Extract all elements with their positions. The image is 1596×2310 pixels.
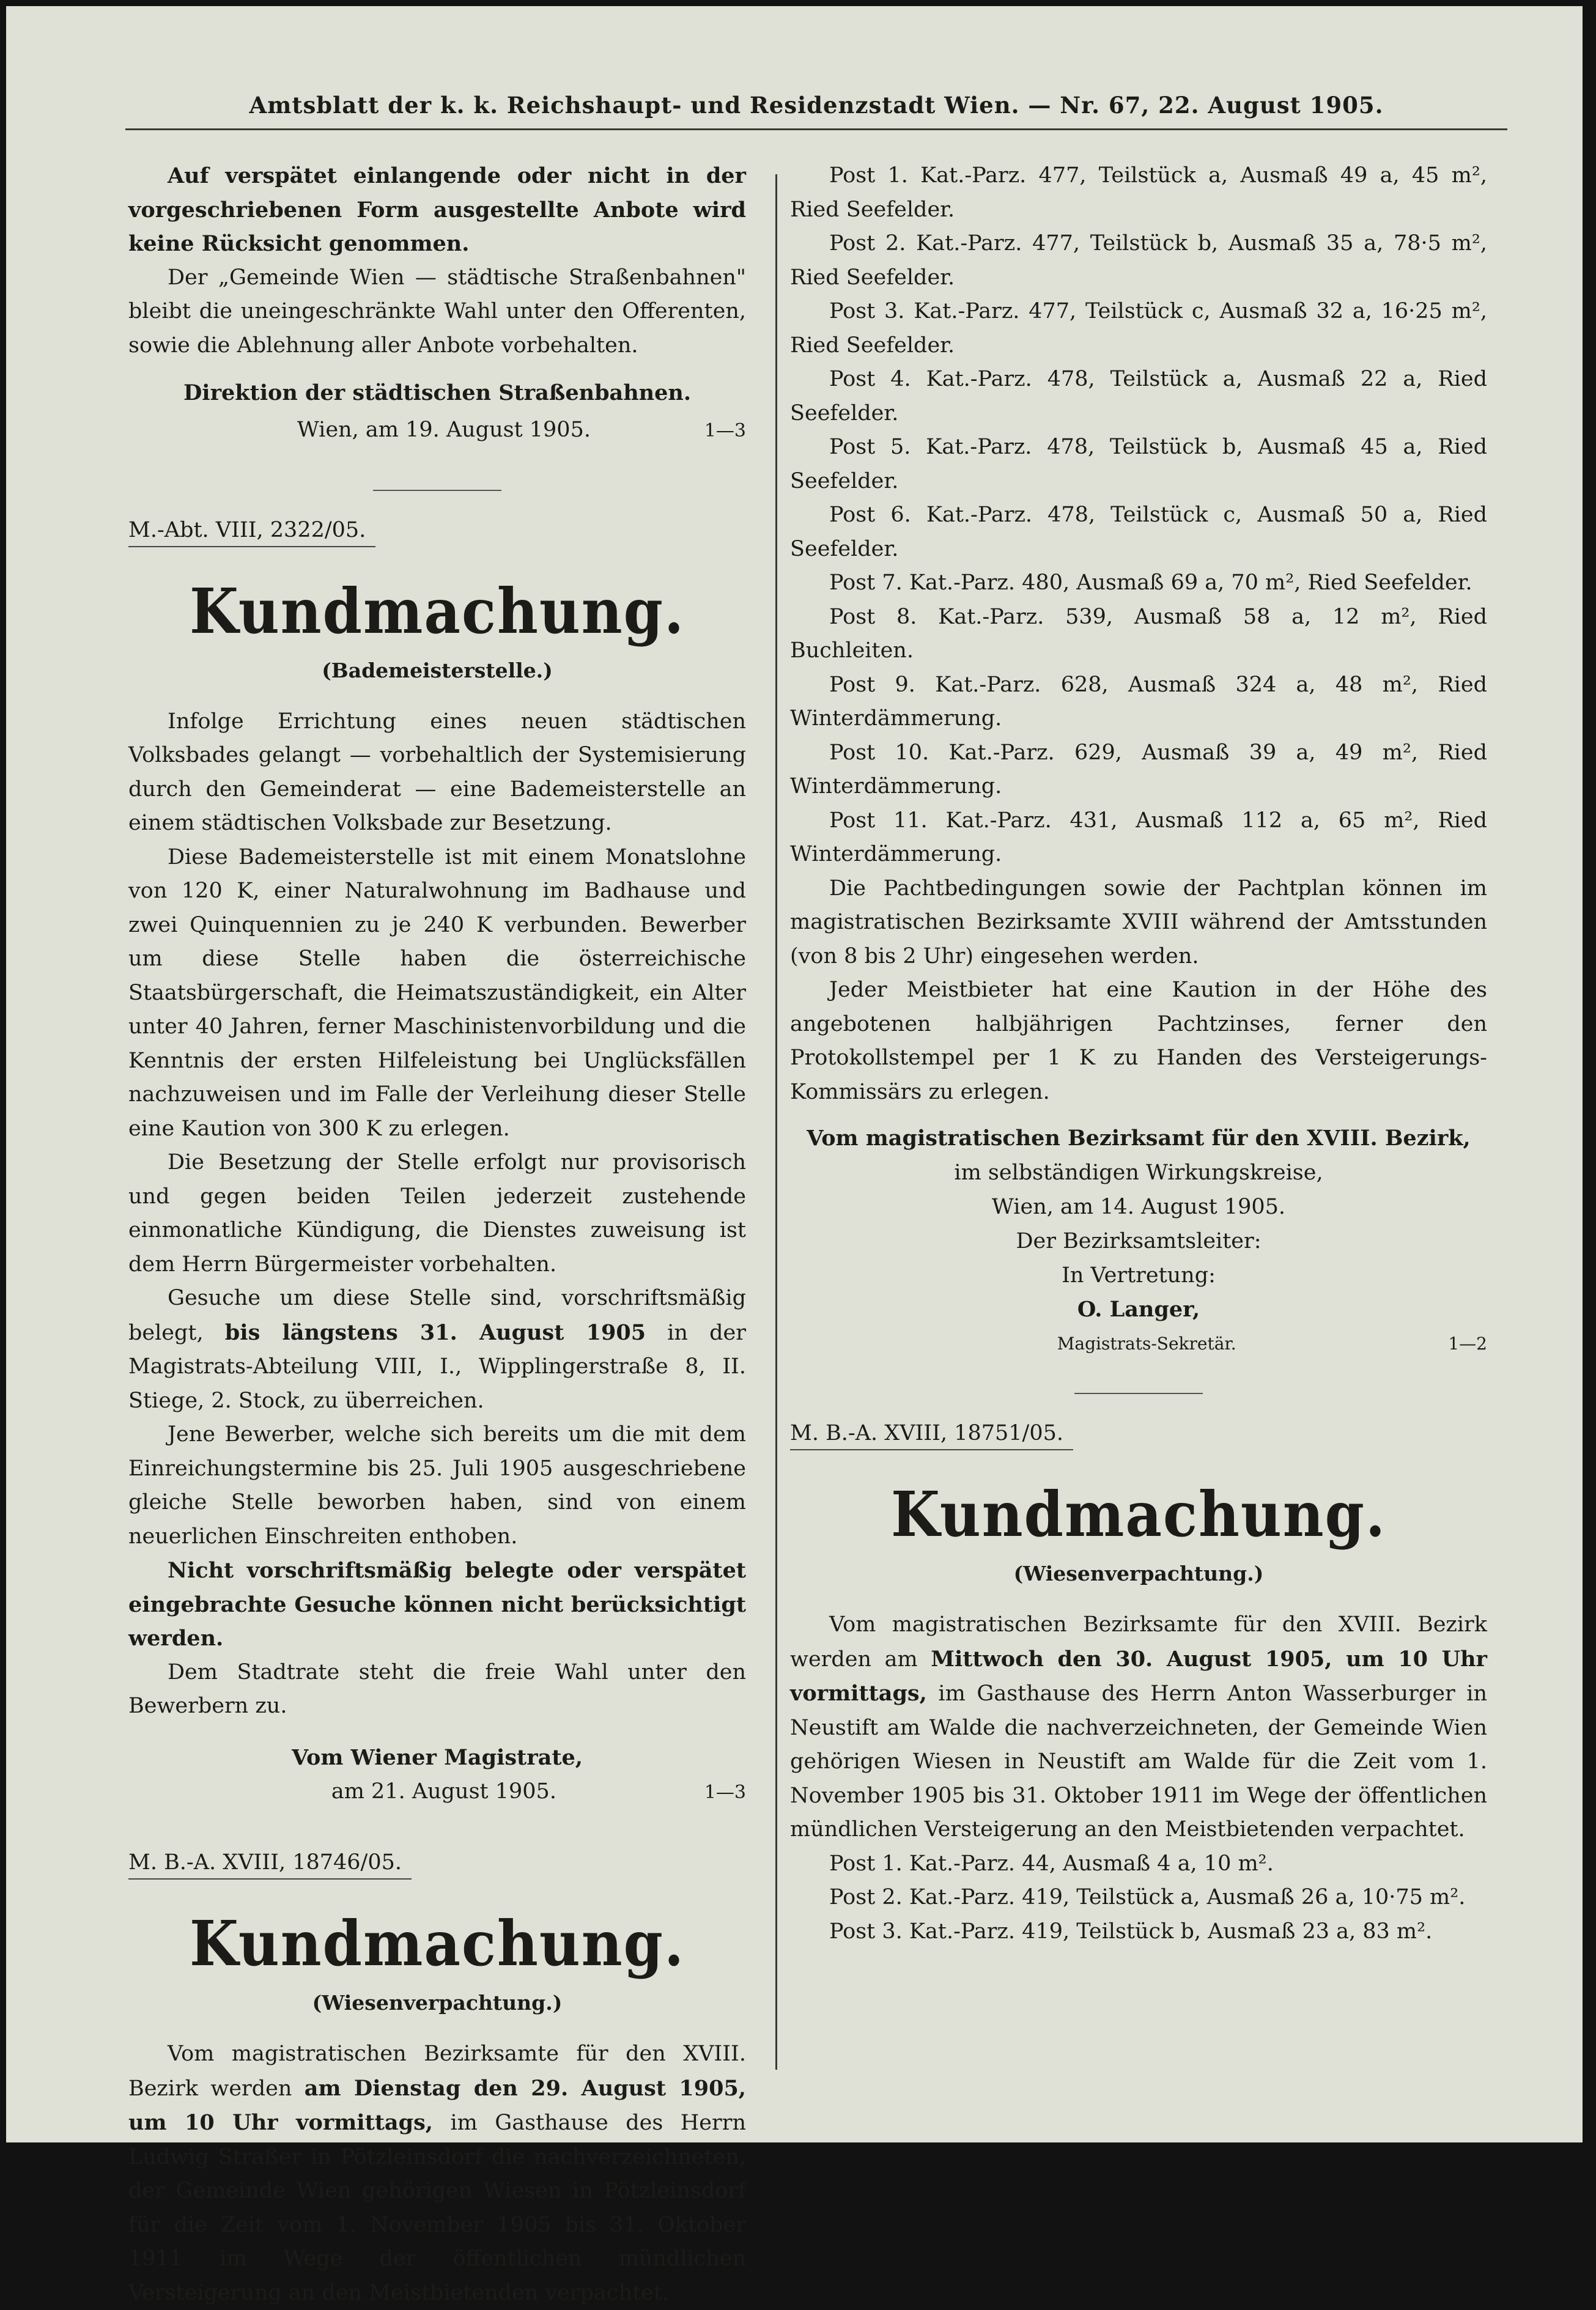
paragraph (790, 1608, 1487, 1847)
post-item: Post 1. Kat.-Parz. 477, Teilstück a, Ausmaß 49 a, 45 m², Ried Seefelder. (790, 163, 1487, 222)
text-run: im Gasthause des Herrn Anton Wasserburger in Neustift am Walde die nachverzeichneten, der Gemeinde Wien gehörigen Wiesen in Neustift am Walde für die Zeit vom 1. November 1905 bis 31. Oktober 1911 im Wege der öffentlichen mündlichen Versteigerung an den Meistbietenden verpachtet. (790, 1681, 1487, 1842)
paragraph: Nicht vorschriftsmäßig belegte oder verspätet eingebrachte Gesuche können nicht berücksichtigt werden. (128, 1558, 746, 1651)
right-column (790, 159, 1487, 1949)
deadline-text: bis längstens 31. August 1905 (224, 1319, 646, 1345)
notice-count-3: 1—2 (1448, 1334, 1487, 1354)
post-item: Post 9. Kat.-Parz. 628, Ausmaß 324 a, 48 m², Ried Winterdämmerung. (790, 672, 1487, 731)
date-line-1 (128, 413, 746, 448)
paragraph (128, 1282, 746, 1418)
date-2: am 21. August 1905. (331, 1779, 556, 1804)
signatory-title-line (790, 1327, 1487, 1361)
text-run: Vom magistratischen Bezirksamte für den XVIII. Bezirk werden am (790, 1612, 1487, 1672)
magistrat-signature: Vom Wiener Magistrate, (292, 1744, 583, 1770)
post-item: Post 2. Kat.-Parz. 477, Teilstück b, Ausmaß 35 a, 78·5 m², Ried Seefelder. (790, 231, 1487, 290)
auction-date-text: am Dienstag den 29. August 1905, um 10 Uhr vormittags, (128, 2075, 746, 2135)
auction-date-text: Mittwoch den 30. August 1905, um 10 Uhr vormittags, (790, 1646, 1487, 1706)
signature-line: Vom magistratischen Bezirksamt für den XVIII. Bezirk, (807, 1126, 1471, 1151)
choice-paragraph: Der „Gemeinde Wien — städtische Straßenbahnen" bleibt die uneingeschränkte Wahl unter den Offerenten, sowie die Ablehnung aller Anbote vorbehalten. (128, 265, 746, 358)
paragraph (128, 2037, 746, 2310)
section-divider (373, 490, 501, 491)
post-item: Post 1. Kat.-Parz. 44, Ausmaß 4 a, 10 m². (829, 1851, 1274, 1876)
page-header: Amtsblatt der k. k. Reichshaupt- und Residenzstadt Wien. — Nr. 67, 22. August 1905. (249, 92, 1384, 119)
date-line-2 (128, 1774, 746, 1810)
signature-line: Wien, am 14. August 1905. (991, 1195, 1286, 1219)
notice-subtitle: (Wiesenverpachtung.) (1013, 1562, 1264, 1585)
signature-line: Der Bezirksamtsleiter: (1016, 1229, 1262, 1253)
post-item: Post 3. Kat.-Parz. 419, Teilstück b, Ausmaß 23 a, 83 m². (829, 1919, 1433, 1944)
signatory-title: Magistrats-Sekretär. (1057, 1334, 1236, 1354)
post-item: Post 7. Kat.-Parz. 480, Ausmaß 69 a, 70 m², Ried Seefelder. (829, 570, 1472, 595)
text-run: Gesuche um diese Stelle sind, vorschriftsmäßig belegt, (128, 1286, 746, 1345)
text-run: im Gasthause des Herrn Ludwig Straßer in Pötzleinsdorf die nachverzeichneten, der Gemeinde Wien gehörigen Wiesen in Pötzleinsdorf für die Zeit vom 1. November 1905 bis 31. Oktober 1911 im Wege der öffentlichen mündlichen Versteigerung an den Meistbietenden verpachtet. (128, 2111, 746, 2305)
reference-number: M. B.-A. XVIII, 18746/05. (128, 1848, 412, 1880)
warning-paragraph: Auf verspätet einlangende oder nicht in der vorgeschriebenen Form ausgestellte Anbote wird keine Rücksicht genommen. (128, 163, 746, 256)
notice-title: Kundmachung. (189, 575, 685, 648)
section-divider (1074, 1393, 1203, 1394)
reference-number: M.-Abt. VIII, 2322/05. (128, 515, 375, 547)
paragraph: Infolge Errichtung eines neuen städtischen Volksbades gelangt — vorbehaltlich der Systemisierung durch den Gemeinderat — eine Bademeisterstelle an einem städtischen Volksbade zur Besetzung. (128, 709, 746, 835)
post-item: Post 6. Kat.-Parz. 478, Teilstück c, Ausmaß 50 a, Ried Seefelder. (790, 503, 1487, 561)
post-item: Post 4. Kat.-Parz. 478, Teilstück a, Ausmaß 22 a, Ried Seefelder. (790, 367, 1487, 426)
text-run: Vom magistratischen Bezirksamte für den XVIII. Bezirk werden (128, 2042, 746, 2101)
notice-title: Kundmachung. (890, 1478, 1387, 1551)
signature-line: In Vertretung: (1062, 1263, 1216, 1288)
paragraph: Die Pachtbedingungen sowie der Pachtplan können im magistratischen Bezirksamte XVIII während der Amtsstunden (von 8 bis 2 Uhr) eingesehen werden. (790, 876, 1487, 969)
notice-subtitle: (Wiesenverpachtung.) (312, 1991, 563, 2015)
column-divider (775, 174, 777, 2070)
paragraph: Die Besetzung der Stelle erfolgt nur provisorisch und gegen beiden Teilen jederzeit zustehende einmonatliche Kündigung, die Dienstes zuweisung ist dem Herrn Bürgermeister vorbehalten. (128, 1150, 746, 1277)
newspaper-page (6, 6, 1583, 2305)
bezirksamt-signature (790, 1121, 1487, 1361)
header-divider (125, 128, 1507, 130)
post-item: Post 10. Kat.-Parz. 629, Ausmaß 39 a, 49 m², Ried Winterdämmerung. (790, 740, 1487, 799)
paragraph: Dem Stadtrate steht die freie Wahl unter den Bewerbern zu. (128, 1659, 746, 1718)
notice-title: Kundmachung. (189, 1907, 685, 1980)
paragraph: Jeder Meistbieter hat eine Kaution in der Höhe des angebotenen halbjährigen Pachtzinses, ferner den Protokollstempel per 1 K zu Handen des Versteigerungs-Kommissärs zu erlegen. (790, 978, 1487, 1104)
direktion-signature: Direktion der städtischen Straßenbahnen. (183, 380, 692, 405)
reference-number: M. B.-A. XVIII, 18751/05. (790, 1419, 1073, 1450)
notice-count-2: 1—3 (704, 1782, 746, 1803)
paragraph: Diese Bademeisterstelle ist mit einem Monatslohne von 120 K, einer Naturalwohnung im Badhause und zwei Quinquennien zu je 240 K verbunden. Bewerber um diese Stelle haben die österreichische Staatsbürgerschaft, die Heimatszuständigkeit, ein Alter unter 40 Jahren, ferner Maschinistenvorbildung und die Kenntnis der ersten Hilfeleistung bei Unglücksfällen nachzuweisen und im Falle der Verleihung dieser Stelle eine Kaution von 300 K zu erlegen. (128, 844, 746, 1141)
post-item: Post 3. Kat.-Parz. 477, Teilstück c, Ausmaß 32 a, 16·25 m², Ried Seefelder. (790, 299, 1487, 358)
signatory-name: O. Langer, (1077, 1297, 1200, 1322)
post-item: Post 5. Kat.-Parz. 478, Teilstück b, Ausmaß 45 a, Ried Seefelder. (790, 435, 1487, 493)
date-1: Wien, am 19. August 1905. (297, 417, 591, 442)
post-item: Post 8. Kat.-Parz. 539, Ausmaß 58 a, 12 m², Ried Buchleiten. (790, 604, 1487, 663)
signature-line: im selbständigen Wirkungskreise, (954, 1161, 1323, 1185)
left-column (128, 159, 746, 2310)
notice-subtitle: (Bademeisterstelle.) (322, 658, 553, 682)
post-item: Post 11. Kat.-Parz. 431, Ausmaß 112 a, 65 m², Ried Winterdämmerung. (790, 808, 1487, 866)
text-run: in der Magistrats-Abteilung VIII, I., Wipplingerstraße 8, II. Stiege, 2. Stock, zu überreichen. (128, 1320, 746, 1413)
paragraph: Jene Bewerber, welche sich bereits um die mit dem Einreichungstermine bis 25. Juli 1905 ausgeschriebene gleiche Stelle beworben haben, sind von einem neuerlichen Einschreiten enthoben. (128, 1422, 746, 1549)
post-item: Post 2. Kat.-Parz. 419, Teilstück a, Ausmaß 26 a, 10·75 m². (829, 1885, 1466, 1910)
notice-count-1: 1—3 (704, 419, 746, 441)
